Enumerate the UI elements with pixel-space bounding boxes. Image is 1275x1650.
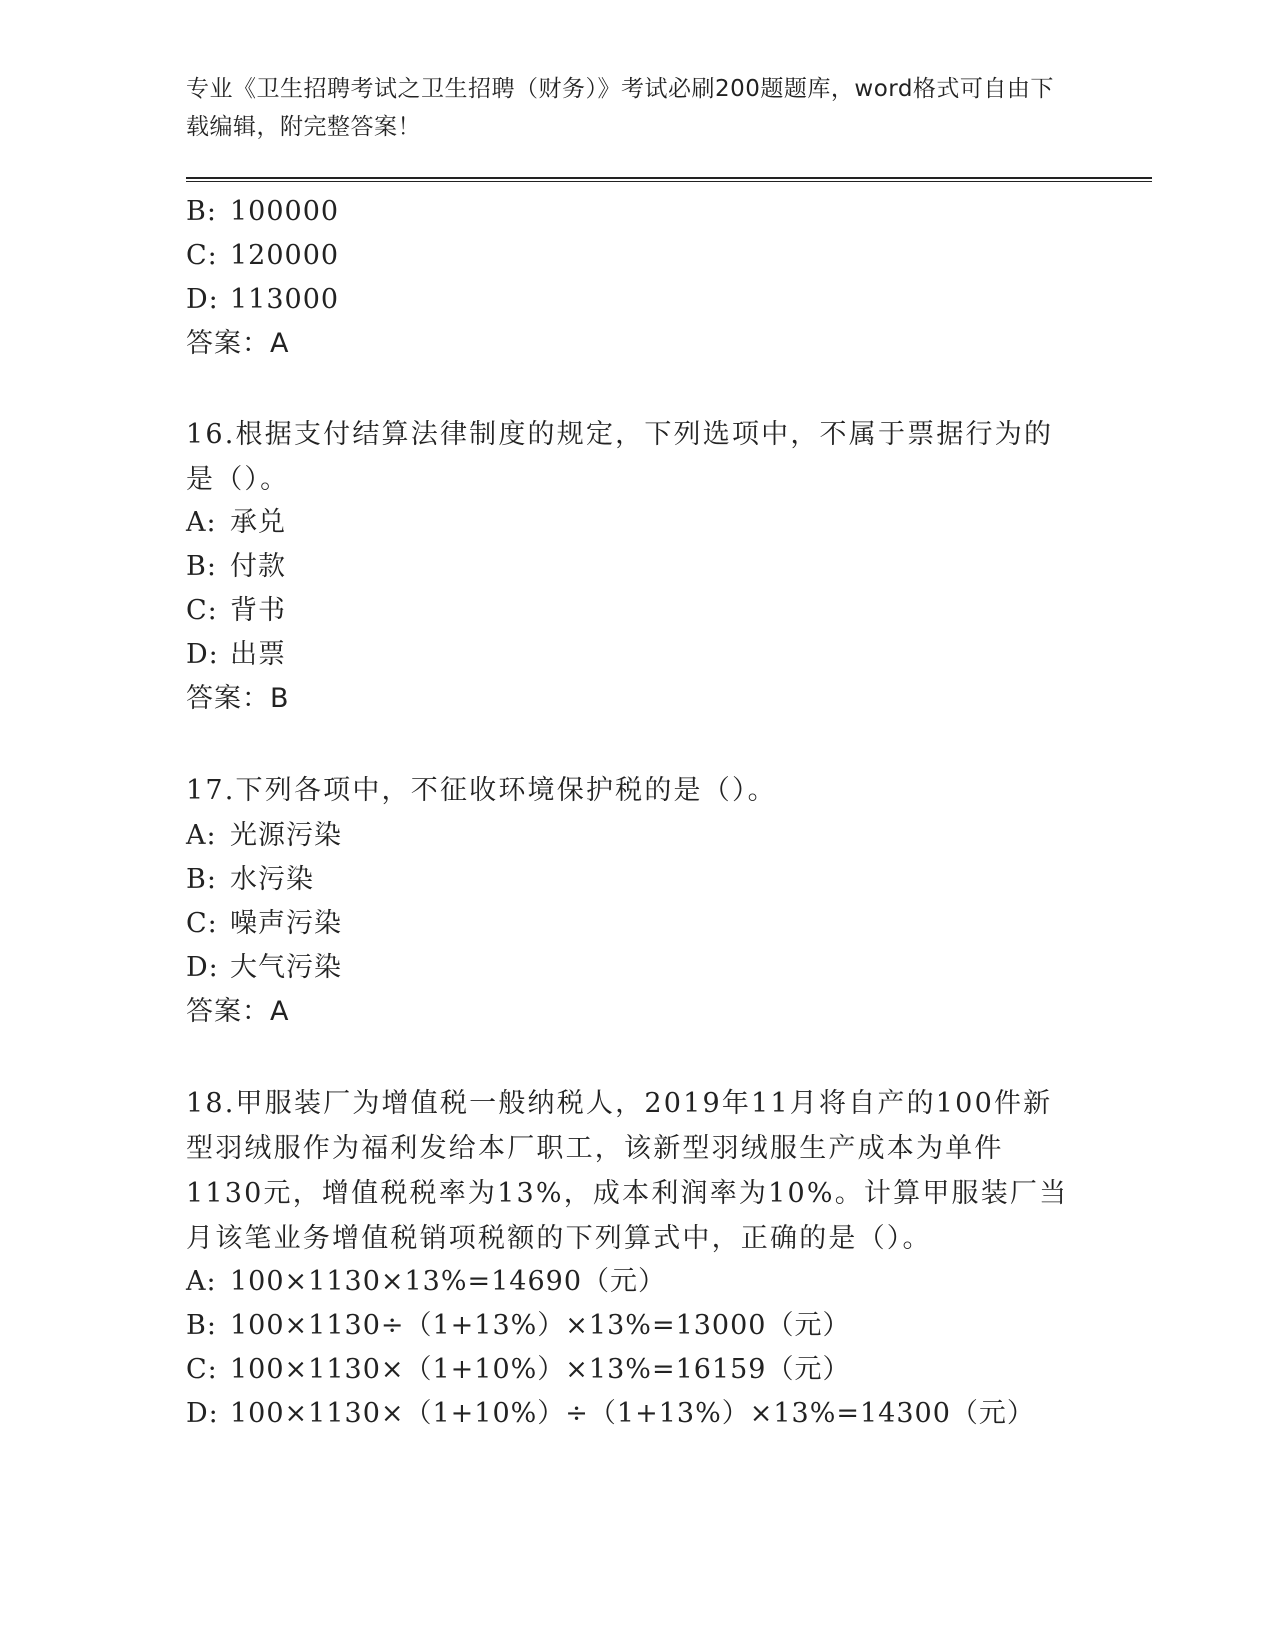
option-text: 100×1130×13%=14690（元） (230, 1266, 667, 1297)
q17-option-d (186, 948, 342, 988)
q16-answer: 答案：B (186, 683, 290, 714)
option-text: 120000 (230, 240, 340, 271)
option-text: 噪声污染 (230, 908, 342, 939)
option-label: D: (186, 952, 219, 983)
q16-stem: 16.根据支付结算法律制度的规定，下列选项中，不属于票据行为的是（）。 (186, 419, 1054, 495)
q17-option-a (186, 816, 342, 856)
q15-option-d (186, 280, 339, 320)
header-divider-thin (186, 181, 1152, 182)
option-label: D: (186, 284, 219, 315)
q17-answer: 答案：A (186, 996, 290, 1027)
option-label: C: (186, 1354, 218, 1385)
q18-option-d (186, 1394, 1035, 1434)
option-label: B: (186, 196, 217, 227)
q17-option-c (186, 904, 342, 944)
option-text: 付款 (230, 551, 286, 582)
q18-stem: 18.甲服装厂为增值税一般纳税人，2019年11月将自产的100件新型羽绒服作为福利发给本厂职工，该新型羽绒服生产成本为单件1130元，增值税税率为13%，成本利润率为10%。计算甲服装厂当月该笔业务增值税销项税额的下列算式中，正确的是（）。 (186, 1088, 1069, 1254)
q16-option-b (186, 547, 286, 587)
q16-option-c (186, 591, 286, 631)
q16-option-d (186, 635, 286, 675)
document-header: 专业《卫生招聘考试之卫生招聘（财务）》考试必刷200题题库，word格式可自由下载编辑，附完整答案！ (186, 76, 1054, 140)
option-label: D: (186, 1398, 219, 1429)
option-label: A: (186, 820, 217, 851)
option-label: C: (186, 908, 218, 939)
option-text: 承兑 (230, 507, 286, 538)
option-text: 背书 (230, 595, 286, 626)
q15-answer: 答案：A (186, 328, 290, 359)
option-text: 100×1130×（1+10%）×13%=16159（元） (230, 1354, 851, 1385)
option-text: 出票 (230, 639, 286, 670)
option-label: A: (186, 507, 217, 538)
option-label: B: (186, 864, 217, 895)
option-text: 113000 (230, 284, 340, 315)
q18-option-c (186, 1350, 850, 1390)
option-label: A: (186, 1266, 217, 1297)
option-text: 光源污染 (230, 820, 342, 851)
option-text: 水污染 (230, 864, 314, 895)
q17-option-b (186, 860, 314, 900)
option-label: C: (186, 595, 218, 626)
header-divider-thick (186, 177, 1152, 179)
option-label: C: (186, 240, 218, 271)
option-label: B: (186, 1310, 217, 1341)
option-text: 100×1130÷（1+13%）×13%=13000（元） (230, 1310, 851, 1341)
option-text: 100000 (230, 196, 340, 227)
q18-option-b (186, 1306, 850, 1346)
option-label: D: (186, 639, 219, 670)
q15-option-b (186, 192, 339, 232)
q17-stem: 17.下列各项中，不征收环境保护税的是（）。 (186, 775, 777, 806)
option-text: 大气污染 (230, 952, 342, 983)
q15-option-c (186, 236, 339, 276)
q18-option-a (186, 1262, 666, 1302)
option-label: B: (186, 551, 217, 582)
q16-option-a (186, 503, 286, 543)
option-text: 100×1130×（1+10%）÷（1+13%）×13%=14300（元） (230, 1398, 1035, 1429)
